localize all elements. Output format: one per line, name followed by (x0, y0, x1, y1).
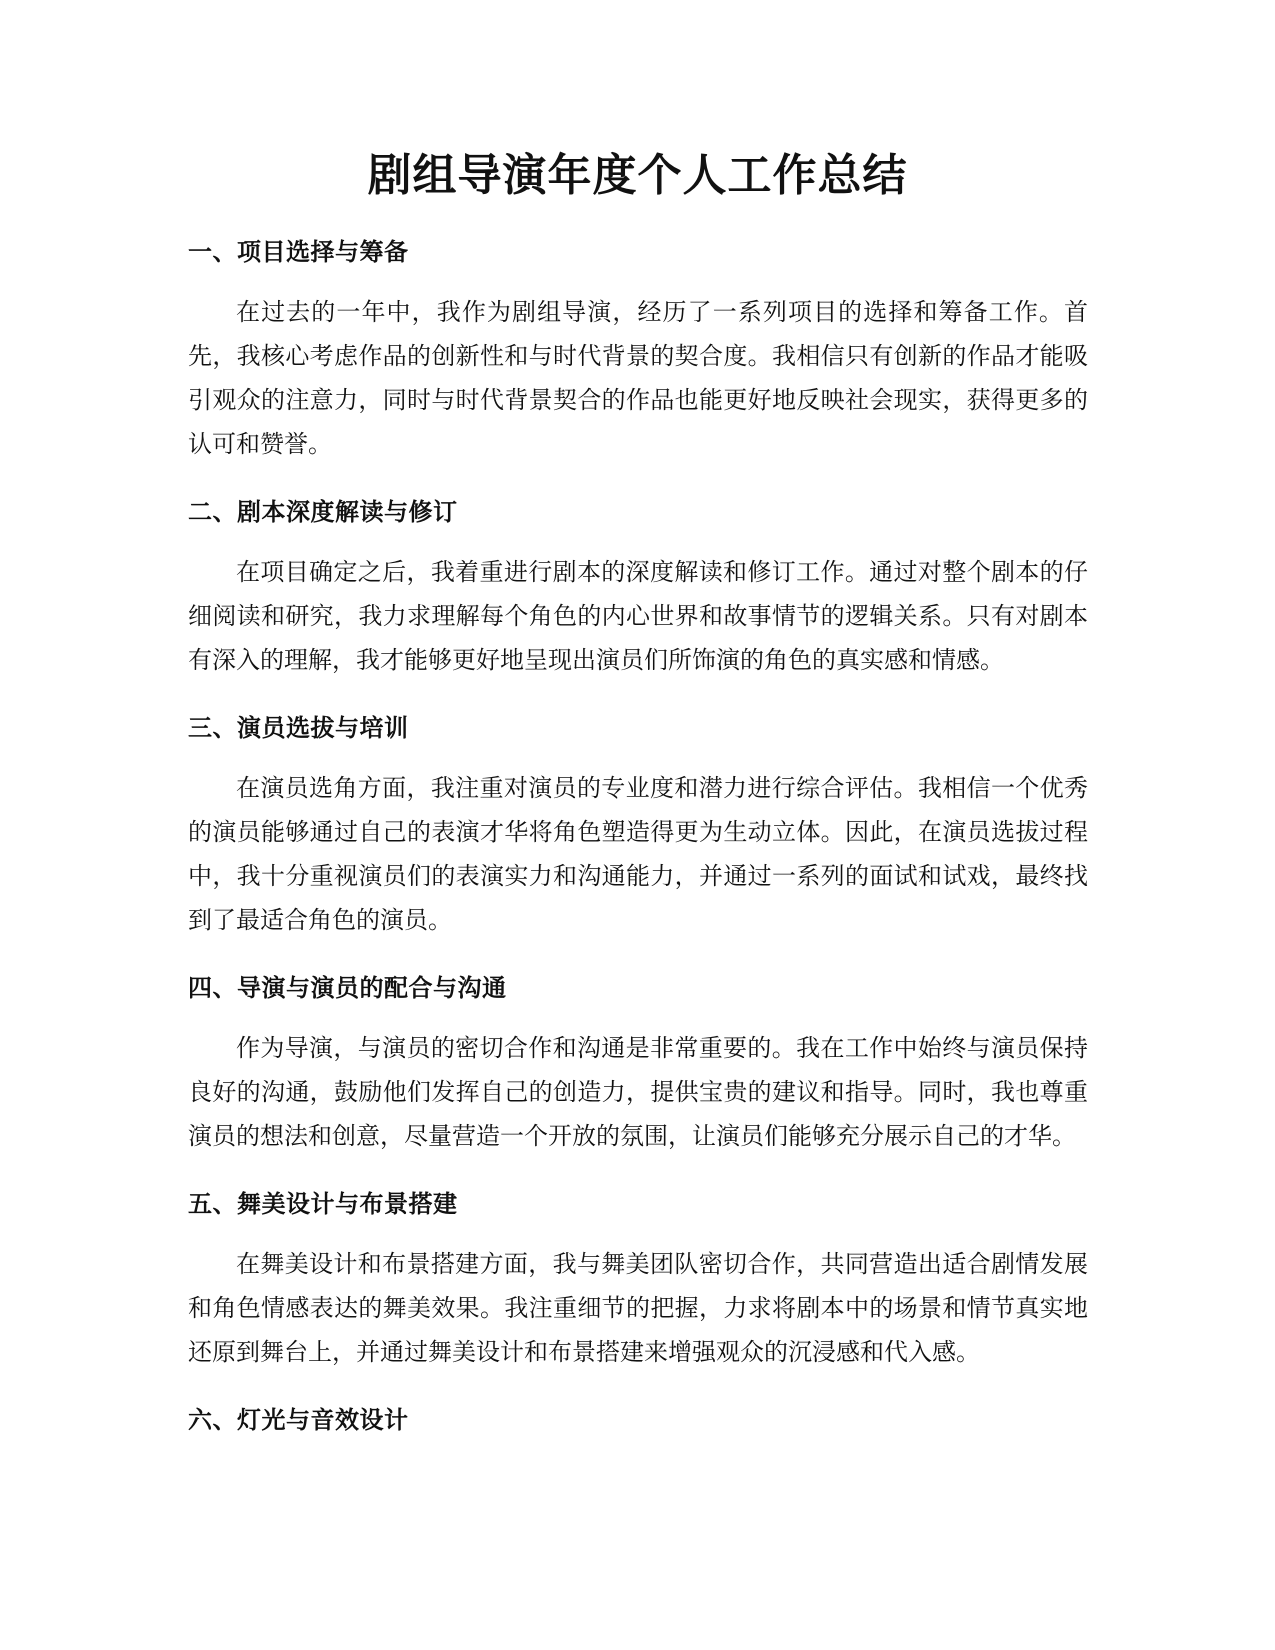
section-paragraph-1: 在过去的一年中，我作为剧组导演，经历了一系列项目的选择和筹备工作。首先，我核心考虑作品的创新性和与时代背景的契合度。我相信只有创新的作品才能吸引观众的注意力，同时与时代背景契合的作品也能更好地反映社会现实，获得更多的认可和赞誉。 (188, 298, 1088, 458)
section-heading-6: 六、灯光与音效设计 (188, 1406, 409, 1434)
document-body (188, 232, 1088, 1458)
section-paragraph-2: 在项目确定之后，我着重进行剧本的深度解读和修订工作。通过对整个剧本的仔细阅读和研究，我力求理解每个角色的内心世界和故事情节的逻辑关系。只有对剧本有深入的理解，我才能够更好地呈现出演员们所饰演的角色的真实感和情感。 (188, 558, 1088, 674)
section-paragraph-3: 在演员选角方面，我注重对演员的专业度和潜力进行综合评估。我相信一个优秀的演员能够通过自己的表演才华将角色塑造得更为生动立体。因此，在演员选拔过程中，我十分重视演员们的表演实力和沟通能力，并通过一系列的面试和试戏，最终找到了最适合角色的演员。 (188, 774, 1088, 934)
section-paragraph-4: 作为导演，与演员的密切合作和沟通是非常重要的。我在工作中始终与演员保持良好的沟通，鼓励他们发挥自己的创造力，提供宝贵的建议和指导。同时，我也尊重演员的想法和创意，尽量营造一个开放的氛围，让演员们能够充分展示自己的才华。 (188, 1034, 1088, 1150)
page-title: 剧组导演年度个人工作总结 (367, 150, 908, 201)
section-paragraph-5: 在舞美设计和布景搭建方面，我与舞美团队密切合作，共同营造出适合剧情发展和角色情感表达的舞美效果。我注重细节的把握，力求将剧本中的场景和情节真实地还原到舞台上，并通过舞美设计和布景搭建来增强观众的沉浸感和代入感。 (188, 1250, 1088, 1366)
section-heading-2: 二、剧本深度解读与修订 (188, 498, 458, 526)
section-heading-1: 一、项目选择与筹备 (188, 238, 409, 266)
section-heading-4: 四、导演与演员的配合与沟通 (188, 974, 507, 1002)
section-heading-3: 三、演员选拔与培训 (188, 714, 409, 742)
section-heading-5: 五、舞美设计与布景搭建 (188, 1190, 458, 1218)
